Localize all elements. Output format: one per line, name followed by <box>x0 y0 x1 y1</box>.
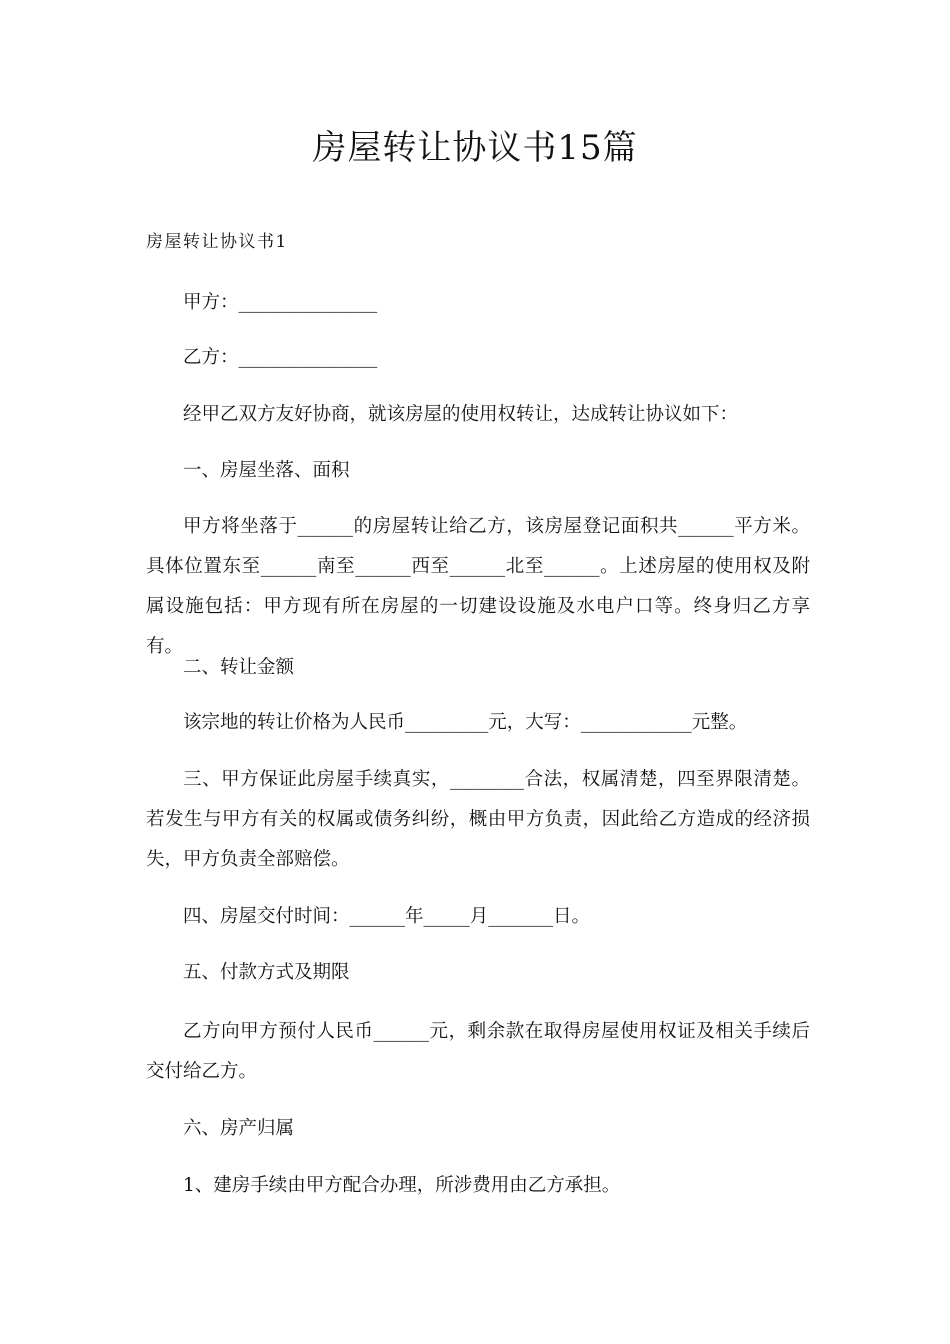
document-title: 房屋转让协议书15篇 <box>312 128 638 168</box>
clause-delivery-time: 四、房屋交付时间：______年_____月_______日。 <box>183 906 591 927</box>
clause-heading-location: 一、房屋坐落、面积 <box>183 460 350 481</box>
section-heading: 房屋转让协议书1 <box>146 232 288 252</box>
party-a-line: 甲方：_______________ <box>183 292 378 313</box>
intro-paragraph: 经甲乙双方友好协商，就该房屋的使用权转让，达成转让协议如下： <box>183 404 739 425</box>
clause-ownership-item-1: 1、建房手续由甲方配合办理，所涉费用由乙方承担。 <box>183 1175 621 1196</box>
clause-guarantee: 三、甲方保证此房屋手续真实，________合法，权属清楚，四至界限清楚。若发生与甲方有关的权属或债务纠纷，概由甲方负责，因此给乙方造成的经济损失，甲方负责全部赔偿。 <box>146 769 810 870</box>
clause-amount-body: 该宗地的转让价格为人民币_________元，大写：____________元整。 <box>183 712 748 733</box>
clause-payment-body: 乙方向甲方预付人民币______元，剩余款在取得房屋使用权证及相关手续后交付给乙方。 <box>146 1021 810 1082</box>
clause-heading-payment: 五、付款方式及期限 <box>183 962 350 983</box>
party-b-line: 乙方：_______________ <box>183 347 378 368</box>
clause-heading-amount: 二、转让金额 <box>183 657 295 678</box>
clause-heading-ownership: 六、房产归属 <box>183 1118 295 1139</box>
clause-location-body: 甲方将坐落于______的房屋转让给乙方，该房屋登记面积共______平方米。具体位置东至______南至______西至______北至______。上述房屋的使用权及附属设施包括：甲方现有所在房屋的一切建设设施及水电户口等。终身归乙方享有。 <box>146 516 810 657</box>
